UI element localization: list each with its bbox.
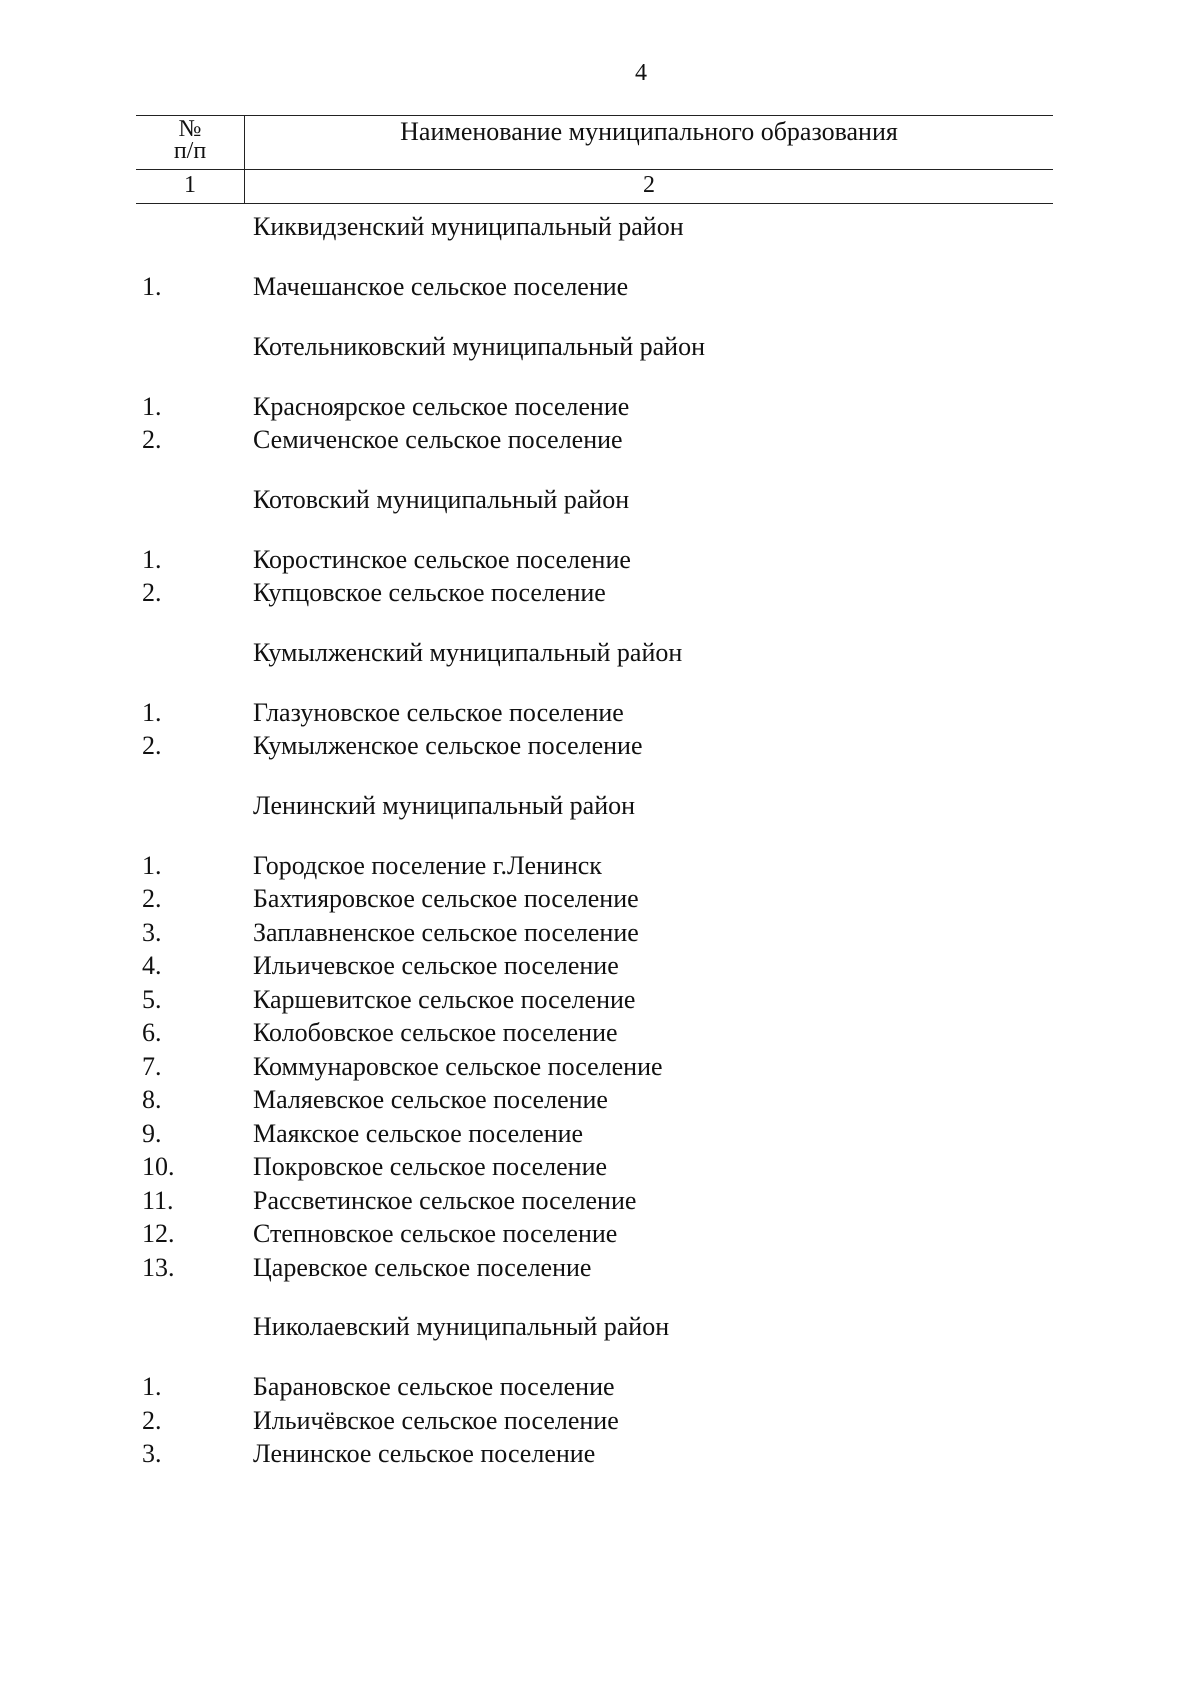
item-number: 13.: [142, 1252, 175, 1282]
list-item: [0, 916, 1200, 950]
list-item: [0, 1404, 1200, 1438]
item-number: 2.: [142, 425, 162, 454]
settlement-name: Красноярское сельское поселение: [253, 391, 630, 421]
table-index-row: [136, 170, 1053, 203]
list-item: [0, 390, 1200, 424]
list-item: [0, 1016, 1200, 1050]
district-heading: Котовский муниципальный район: [253, 484, 630, 514]
settlement-name: Ильичевское сельское поселение: [253, 951, 619, 980]
district-heading: Николаевский муниципальный район: [253, 1312, 670, 1341]
item-number: 8.: [142, 1085, 162, 1114]
item-number: 1.: [142, 1372, 162, 1401]
settlement-name: Мачешанское сельское поселение: [253, 272, 629, 301]
settlement-name: Покровское сельское поселение: [253, 1152, 608, 1181]
item-number: 9.: [142, 1118, 162, 1148]
list-item: [0, 1150, 1200, 1184]
list-item: [0, 1184, 1200, 1218]
settlement-name: Городское поселение г.Ленинск: [253, 850, 602, 880]
list-item: [0, 849, 1200, 883]
settlement-name: Кумылженское сельское поселение: [253, 731, 643, 760]
col-number-header: [136, 116, 245, 169]
settlement-name: Ленинское сельское поселение: [253, 1439, 596, 1468]
item-number: 2.: [142, 578, 162, 607]
col-number-title-line1: №: [178, 116, 202, 142]
col-name-header: Наименование муниципального образования: [400, 117, 898, 146]
col-number-index: 1: [136, 170, 245, 203]
item-number: 12.: [142, 1219, 175, 1248]
district-group: [0, 1310, 1200, 1471]
item-number: 5.: [142, 984, 162, 1014]
district-group: [0, 636, 1200, 763]
settlement-name: Коммунаровское сельское поселение: [253, 1051, 663, 1081]
settlement-name: Ильичёвское сельское поселение: [253, 1405, 619, 1435]
item-number: 2.: [142, 884, 162, 913]
list-item: [0, 1251, 1200, 1285]
col-number-title-line2: п/п: [173, 138, 207, 164]
district-heading: Ленинский муниципальный район: [253, 790, 636, 820]
item-number: 1.: [142, 544, 162, 574]
col-name-index: 2: [643, 172, 655, 198]
settlement-name: Купцовское сельское поселение: [253, 578, 606, 607]
settlement-name: Глазуновское сельское поселение: [253, 697, 624, 727]
list-item: [0, 1117, 1200, 1151]
list-item: [0, 696, 1200, 730]
table-header-row: [136, 116, 1053, 170]
district-group: [0, 330, 1200, 457]
list-item: [0, 729, 1200, 763]
list-item: [0, 1370, 1200, 1404]
list-item: [0, 882, 1200, 916]
item-number: 1.: [142, 272, 162, 301]
item-number: 3.: [142, 917, 162, 947]
district-group: [0, 210, 1200, 304]
list-item: [0, 1437, 1200, 1471]
district-group: [0, 789, 1200, 1285]
list-item: [0, 1083, 1200, 1117]
district-heading: Киквидзенский муниципальный район: [253, 212, 684, 241]
settlement-name: Барановское сельское поселение: [253, 1372, 615, 1401]
table-header: [136, 115, 1053, 204]
list-item: [0, 983, 1200, 1017]
list-item: [0, 576, 1200, 610]
item-number: 3.: [142, 1439, 162, 1468]
item-number: 10.: [142, 1152, 175, 1181]
list-item: [0, 270, 1200, 304]
item-number: 7.: [142, 1051, 162, 1081]
settlement-name: Маляевское сельское поселение: [253, 1085, 608, 1114]
item-number: 4.: [142, 951, 162, 980]
item-number: 1.: [142, 391, 162, 421]
item-number: 11.: [142, 1185, 174, 1215]
settlement-name: Рассветинское сельское поселение: [253, 1185, 637, 1215]
item-number: 6.: [142, 1018, 162, 1047]
settlement-name: Колобовское сельское поселение: [253, 1018, 618, 1047]
settlement-list: [0, 210, 1200, 1471]
settlement-name: Семиченское сельское поселение: [253, 425, 623, 454]
settlement-name: Маякское сельское поселение: [253, 1118, 584, 1148]
page-number: 4: [635, 60, 647, 86]
settlement-name: Степновское сельское поселение: [253, 1219, 618, 1248]
list-item: [0, 423, 1200, 457]
item-number: 2.: [142, 731, 162, 760]
settlement-name: Каршевитское сельское поселение: [253, 984, 636, 1014]
settlement-name: Коростинское сельское поселение: [253, 544, 631, 574]
list-item: [0, 1217, 1200, 1251]
district-heading: Кумылженский муниципальный район: [253, 637, 683, 667]
settlement-name: Заплавненское сельское поселение: [253, 917, 639, 947]
list-item: [0, 543, 1200, 577]
list-item: [0, 1050, 1200, 1084]
item-number: 1.: [142, 850, 162, 880]
settlement-name: Царевское сельское поселение: [253, 1252, 592, 1282]
item-number: 2.: [142, 1405, 162, 1435]
settlement-name: Бахтияровское сельское поселение: [253, 884, 639, 913]
item-number: 1.: [142, 697, 162, 727]
district-group: [0, 483, 1200, 610]
list-item: [0, 949, 1200, 983]
district-heading: Котельниковский муниципальный район: [253, 331, 705, 361]
